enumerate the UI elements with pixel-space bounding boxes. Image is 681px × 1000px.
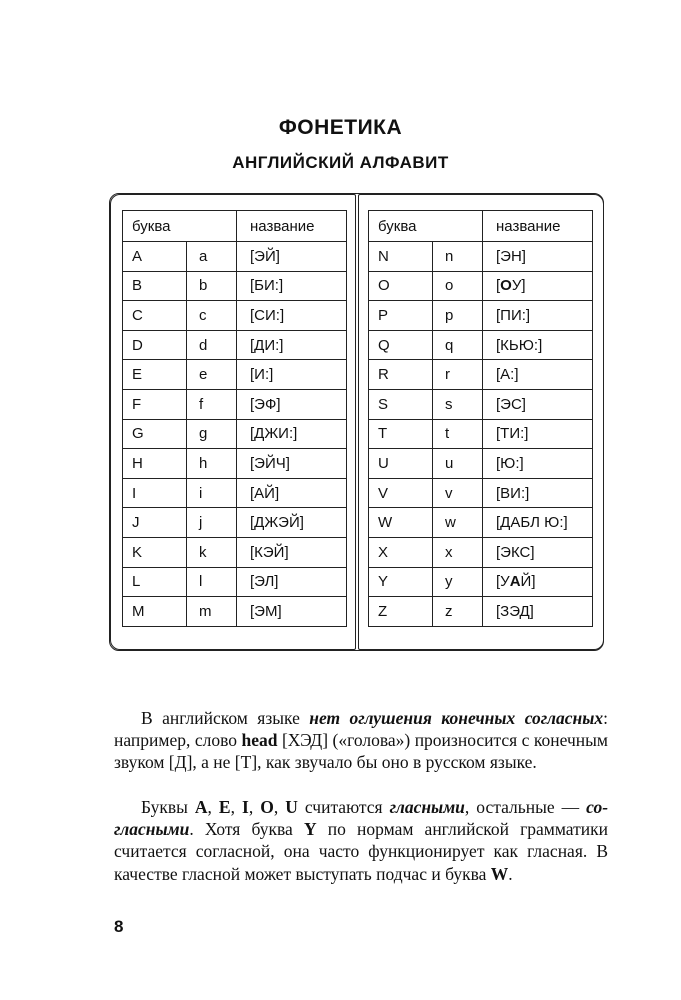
- uppercase-letter: D: [123, 330, 187, 360]
- letter-name: [КЬЮ:]: [483, 330, 593, 360]
- table-row: [369, 271, 593, 301]
- uppercase-letter: B: [123, 271, 187, 301]
- alphabet-book-frame: [109, 193, 604, 651]
- lowercase-letter: t: [433, 419, 483, 449]
- table-row: [369, 537, 593, 567]
- letter-name: [УАЙ]: [483, 567, 593, 597]
- letter-name: [ЭКС]: [483, 537, 593, 567]
- table-row: [123, 301, 347, 331]
- table-row: [123, 567, 347, 597]
- header-letter: буква: [369, 211, 483, 242]
- uppercase-letter: F: [123, 389, 187, 419]
- alphabet-page-right: [358, 194, 604, 650]
- page-number: 8: [114, 917, 124, 936]
- lowercase-letter: c: [187, 301, 237, 331]
- uppercase-letter: E: [123, 360, 187, 390]
- uppercase-letter: J: [123, 508, 187, 538]
- uppercase-letter: S: [369, 389, 433, 419]
- lowercase-letter: r: [433, 360, 483, 390]
- uppercase-letter: I: [123, 478, 187, 508]
- uppercase-letter: P: [369, 301, 433, 331]
- uppercase-letter: M: [123, 597, 187, 627]
- text-run: E: [218, 797, 231, 817]
- letter-name: [ЭЛ]: [237, 567, 347, 597]
- lowercase-letter: x: [433, 537, 483, 567]
- uppercase-letter: T: [369, 419, 433, 449]
- stressed-vowel: А: [509, 573, 521, 591]
- uppercase-letter: Y: [369, 567, 433, 597]
- uppercase-letter: R: [369, 360, 433, 390]
- page-title: ФОНЕТИКА: [278, 116, 403, 139]
- lowercase-letter: a: [187, 242, 237, 272]
- text-run: Буквы: [141, 797, 195, 817]
- letter-name: [ОУ]: [483, 271, 593, 301]
- table-row: [123, 508, 347, 538]
- letter-name: [КЭЙ]: [237, 537, 347, 567]
- header-name: название: [483, 211, 593, 242]
- letter-name: [А:]: [483, 360, 593, 390]
- paragraph-devoicing: [114, 707, 608, 774]
- text-run: считаются: [297, 797, 390, 817]
- letter-name: [ЭФ]: [237, 389, 347, 419]
- header-letter: буква: [123, 211, 237, 242]
- letter-name: [ТИ:]: [483, 419, 593, 449]
- lowercase-letter: g: [187, 419, 237, 449]
- text-run: O: [260, 797, 274, 817]
- text-run: [ХЭД] («голова») произносится с конечным звуком [Д], а не [Т], как звучало бы оно в русском языке.: [114, 730, 608, 773]
- letter-name: [ДАБЛ Ю:]: [483, 508, 593, 538]
- lowercase-letter: u: [433, 449, 483, 479]
- letter-name: [ЭЙЧ]: [237, 449, 347, 479]
- letter-name: [ЭЙ]: [237, 242, 347, 272]
- alphabet-table-left: [122, 210, 347, 627]
- text-run: head: [241, 730, 278, 751]
- table-row: [369, 508, 593, 538]
- text-run: . Хотя буква: [189, 819, 304, 840]
- lowercase-letter: b: [187, 271, 237, 301]
- table-row: [123, 419, 347, 449]
- lowercase-letter: z: [433, 597, 483, 627]
- text-run: ,: [248, 797, 261, 817]
- letter-name: [ЗЭД]: [483, 597, 593, 627]
- lowercase-letter: w: [433, 508, 483, 538]
- text-run: : например, слово: [114, 708, 608, 751]
- table-row: [369, 360, 593, 390]
- uppercase-letter: X: [369, 537, 433, 567]
- lowercase-letter: o: [433, 271, 483, 301]
- table-row: [123, 449, 347, 479]
- text-run: нет оглушения конечных согласных: [309, 708, 604, 728]
- text-run: A: [194, 797, 208, 817]
- table-row: [123, 597, 347, 627]
- text-run: ,: [273, 797, 286, 817]
- text-run: по нормам английской грамматики считается согласной, она часто функционирует как гласная. В качестве гласной может выступать подчас и буква: [114, 819, 609, 884]
- uppercase-letter: A: [123, 242, 187, 272]
- uppercase-letter: L: [123, 567, 187, 597]
- table-header-row: [123, 211, 347, 242]
- table-header-row: [369, 211, 593, 242]
- uppercase-letter: V: [369, 478, 433, 508]
- text-run: , остальные —: [464, 797, 587, 817]
- table-row: [123, 360, 347, 390]
- text-run: W: [490, 863, 509, 884]
- uppercase-letter: Z: [369, 597, 433, 627]
- text-run: ,: [207, 797, 219, 817]
- lowercase-letter: m: [187, 597, 237, 627]
- letter-name: [СИ:]: [237, 301, 347, 331]
- letter-name: [ДИ:]: [237, 330, 347, 360]
- letter-name: [ДЖИ:]: [237, 419, 347, 449]
- stressed-vowel: О: [500, 277, 512, 295]
- lowercase-letter: e: [187, 360, 237, 390]
- letter-name: [ПИ:]: [483, 301, 593, 331]
- text-run: I: [242, 797, 249, 817]
- table-row: [369, 330, 593, 360]
- table-row: [369, 419, 593, 449]
- lowercase-letter: p: [433, 301, 483, 331]
- table-row: [123, 271, 347, 301]
- letter-name: [И:]: [237, 360, 347, 390]
- table-row: [369, 449, 593, 479]
- alphabet-page-left: [110, 194, 356, 650]
- table-row: [369, 597, 593, 627]
- section-subtitle: АНГЛИЙСКИЙ АЛФАВИТ: [232, 153, 449, 172]
- lowercase-letter: f: [187, 389, 237, 419]
- text-run: гласными: [389, 797, 465, 817]
- text-run: Y: [303, 819, 317, 840]
- table-row: [123, 537, 347, 567]
- text-run: U: [285, 797, 298, 817]
- letter-name: [ВИ:]: [483, 478, 593, 508]
- lowercase-letter: j: [187, 508, 237, 538]
- uppercase-letter: W: [369, 508, 433, 538]
- table-row: [369, 478, 593, 508]
- lowercase-letter: s: [433, 389, 483, 419]
- paragraph-vowels: [114, 796, 608, 885]
- alphabet-table-right: [368, 210, 593, 627]
- uppercase-letter: O: [369, 271, 433, 301]
- text-run: В английском языке: [141, 708, 310, 728]
- uppercase-letter: G: [123, 419, 187, 449]
- letter-name: [ДЖЭЙ]: [237, 508, 347, 538]
- text-run: .: [508, 863, 513, 884]
- uppercase-letter: C: [123, 301, 187, 331]
- lowercase-letter: n: [433, 242, 483, 272]
- table-row: [369, 242, 593, 272]
- table-row: [123, 389, 347, 419]
- lowercase-letter: y: [433, 567, 483, 597]
- uppercase-letter: K: [123, 537, 187, 567]
- lowercase-letter: k: [187, 537, 237, 567]
- table-row: [123, 242, 347, 272]
- lowercase-letter: l: [187, 567, 237, 597]
- letter-name: [АЙ]: [237, 478, 347, 508]
- uppercase-letter: Q: [369, 330, 433, 360]
- letter-name: [ЭС]: [483, 389, 593, 419]
- uppercase-letter: H: [123, 449, 187, 479]
- header-name: название: [237, 211, 347, 242]
- uppercase-letter: U: [369, 449, 433, 479]
- table-row: [369, 389, 593, 419]
- text-run: ,: [230, 797, 242, 817]
- letter-name: [Ю:]: [483, 449, 593, 479]
- lowercase-letter: q: [433, 330, 483, 360]
- table-row: [369, 301, 593, 331]
- lowercase-letter: h: [187, 449, 237, 479]
- lowercase-letter: i: [187, 478, 237, 508]
- letter-name: [ЭН]: [483, 242, 593, 272]
- table-row: [369, 567, 593, 597]
- text-run: согласными: [114, 797, 609, 840]
- lowercase-letter: d: [187, 330, 237, 360]
- letter-name: [ЭМ]: [237, 597, 347, 627]
- lowercase-letter: v: [433, 478, 483, 508]
- uppercase-letter: N: [369, 242, 433, 272]
- table-row: [123, 478, 347, 508]
- letter-name: [БИ:]: [237, 271, 347, 301]
- table-row: [123, 330, 347, 360]
